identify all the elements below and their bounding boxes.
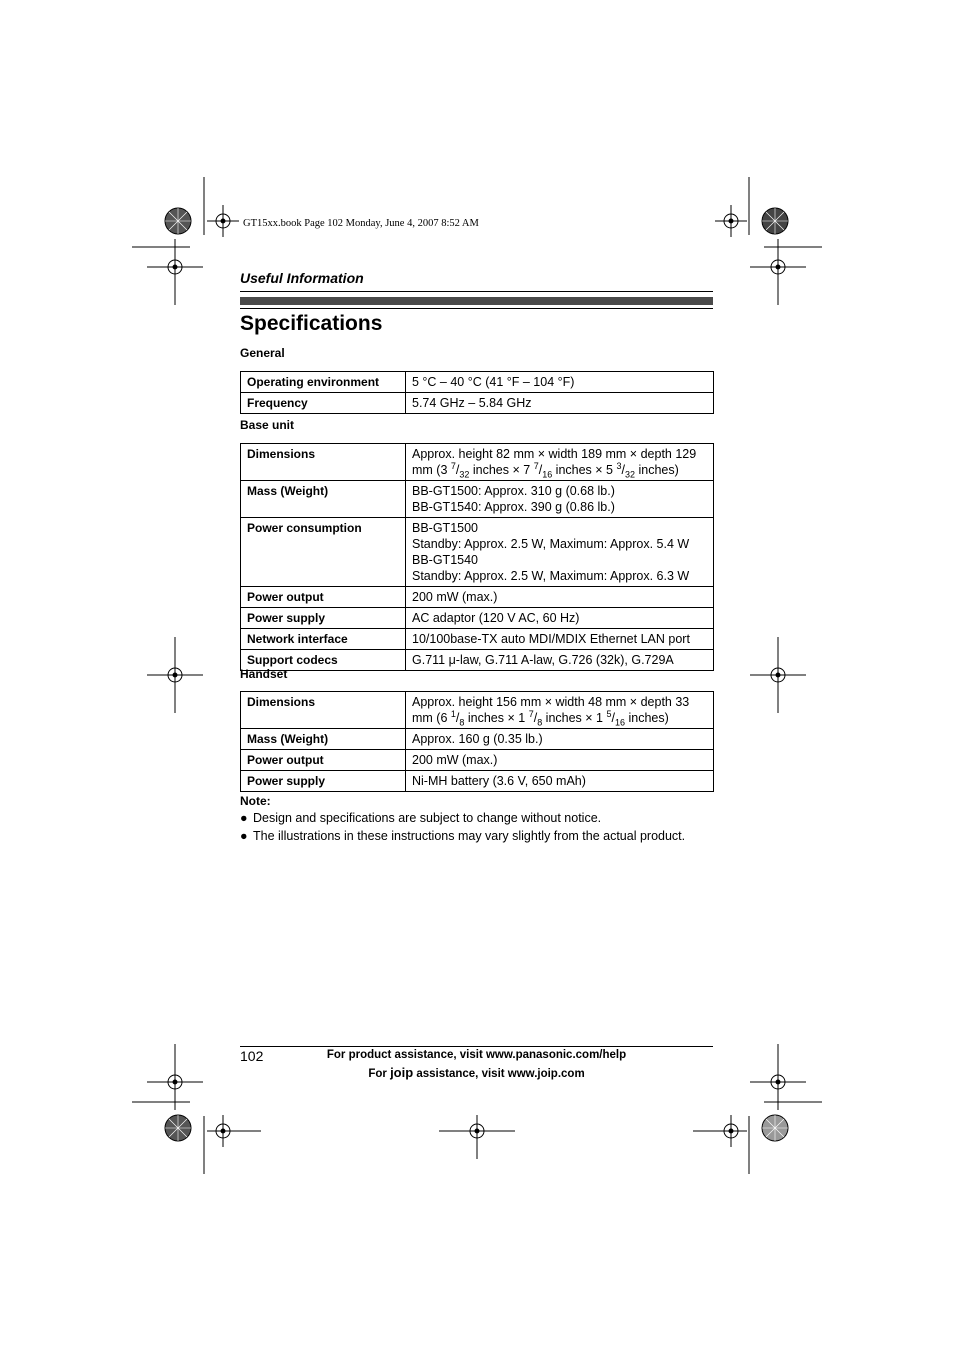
value-text: mm (3: [412, 463, 451, 477]
value-text: inches): [635, 463, 679, 477]
footer-text: assistance, visit www.joip.com: [413, 1068, 585, 1080]
general-table: [240, 371, 714, 414]
spec-key: Power supply: [241, 771, 406, 792]
spec-value: AC adaptor (120 V AC, 60 Hz): [406, 608, 714, 629]
spec-key: Network interface: [241, 629, 406, 650]
fraction-den: 32: [624, 469, 635, 480]
table-row: [241, 608, 714, 629]
note-list: [240, 811, 685, 847]
spec-value: 5 °C – 40 °C (41 °F – 104 °F): [406, 372, 714, 393]
fraction-den: 8: [537, 717, 543, 728]
spec-key: Support codecs: [241, 650, 406, 671]
spec-key: Frequency: [241, 393, 406, 414]
value-line: BB-GT1540: Approx. 390 g (0.86 lb.): [412, 500, 615, 514]
table-row: [241, 587, 714, 608]
spec-value: Ni-MH battery (3.6 V, 650 mAh): [406, 771, 714, 792]
value-line: Standby: Approx. 2.5 W, Maximum: Approx. 5.4 W: [412, 537, 690, 551]
footer-joip-assistance: [240, 1065, 713, 1080]
spec-value: Approx. height 82 mm × width 189 mm × depth 129 mm (3 $^7/_{32}$ inches × 7 $^7/_{16}$ inches × 5 $^3/_{32}$ inches): [406, 444, 714, 481]
value-line: BB-GT1500: [412, 521, 479, 535]
section-header: Useful Information: [240, 270, 364, 286]
table-row: [241, 393, 714, 414]
spec-value: 200 mW (max.): [406, 587, 714, 608]
value-line: Standby: Approx. 2.5 W, Maximum: Approx. 6.3 W: [412, 569, 690, 583]
table-row: [241, 444, 714, 481]
spec-key: Operating environment: [241, 372, 406, 393]
value-text: inches): [625, 711, 669, 725]
fraction-num: 7: [533, 460, 539, 471]
footer-assistance: For product assistance, visit www.panasonic.com/help: [326, 1049, 627, 1061]
spec-value: Approx. 160 g (0.35 lb.): [406, 729, 714, 750]
value-line: Approx. height 156 mm × width 48 mm × depth 33: [412, 695, 690, 709]
header-rule: [240, 291, 713, 292]
spec-key: Dimensions: [241, 692, 406, 729]
footer-rule: [240, 1046, 713, 1047]
fraction-num: 1: [450, 708, 456, 719]
bullet-icon: ●: [240, 829, 248, 843]
handset-table: [240, 691, 714, 792]
header-bar: [240, 297, 713, 305]
list-item: [240, 829, 685, 844]
spec-key: Power supply: [241, 608, 406, 629]
value-line: BB-GT1500: Approx. 310 g (0.68 lb.): [412, 484, 615, 498]
list-item: [240, 811, 685, 826]
page-number: 102: [240, 1048, 264, 1064]
table-row: [241, 372, 714, 393]
fraction-num: 7: [528, 708, 534, 719]
spec-value: G.711 μ-law, G.711 A-law, G.726 (32k), G.729A: [406, 650, 714, 671]
spec-value: 5.74 GHz – 5.84 GHz: [406, 393, 714, 414]
value-line: Approx. height 82 mm × width 189 mm × depth 129: [412, 447, 697, 461]
spec-value: 10/100base-TX auto MDI/MDIX Ethernet LAN port: [406, 629, 714, 650]
value-text: inches × 1: [464, 711, 529, 725]
table-row: [241, 629, 714, 650]
general-heading: General: [240, 346, 285, 360]
table-row: [241, 481, 714, 518]
page-title: Specifications: [240, 312, 383, 335]
handset-heading: Handset: [240, 667, 288, 681]
note-title: Note:: [240, 794, 271, 808]
value-text: inches × 1: [542, 711, 607, 725]
spec-key: Power output: [241, 750, 406, 771]
book-slug: GT15xx.book Page 102 Monday, June 4, 2007 8:52 AM: [243, 218, 479, 229]
table-row: [241, 650, 714, 671]
fraction-den: 32: [459, 469, 470, 480]
spec-value: Approx. height 156 mm × width 48 mm × depth 33 mm (6 $^1/_8$ inches × 1 $^7/_8$ inches × 1 $^5/_{16}$ inches): [406, 692, 714, 729]
spec-value: [406, 481, 714, 518]
fraction-num: 5: [606, 708, 612, 719]
bullet-icon: ●: [240, 811, 248, 825]
table-row: [241, 771, 714, 792]
spec-value: [406, 518, 714, 587]
base-unit-table: [240, 443, 714, 671]
base-unit-heading: Base unit: [240, 418, 295, 432]
spec-key: Dimensions: [241, 444, 406, 481]
footer-text: For: [368, 1068, 391, 1080]
joip-logo: joip: [390, 1065, 414, 1080]
table-row: [241, 518, 714, 587]
table-row: [241, 692, 714, 729]
header-rule-lower: [240, 308, 713, 309]
fraction-den: 16: [542, 469, 553, 480]
value-text: inches × 5: [552, 463, 617, 477]
value-line: BB-GT1540: [412, 553, 479, 567]
fraction-den: 8: [459, 717, 465, 728]
note-text: The illustrations in these instructions may vary slightly from the actual product.: [253, 829, 686, 843]
table-row: [241, 729, 714, 750]
spec-key: Mass (Weight): [241, 729, 406, 750]
spec-key: Power output: [241, 587, 406, 608]
value-text: mm (6: [412, 711, 451, 725]
fraction-den: 16: [614, 717, 625, 728]
table-row: [241, 750, 714, 771]
value-text: inches × 7: [469, 463, 534, 477]
spec-key: Mass (Weight): [241, 481, 406, 518]
fraction-num: 3: [616, 460, 622, 471]
spec-value: 200 mW (max.): [406, 750, 714, 771]
note-text: Design and specifications are subject to change without notice.: [253, 811, 602, 825]
spec-key: Power consumption: [241, 518, 406, 587]
fraction-num: 7: [450, 460, 456, 471]
